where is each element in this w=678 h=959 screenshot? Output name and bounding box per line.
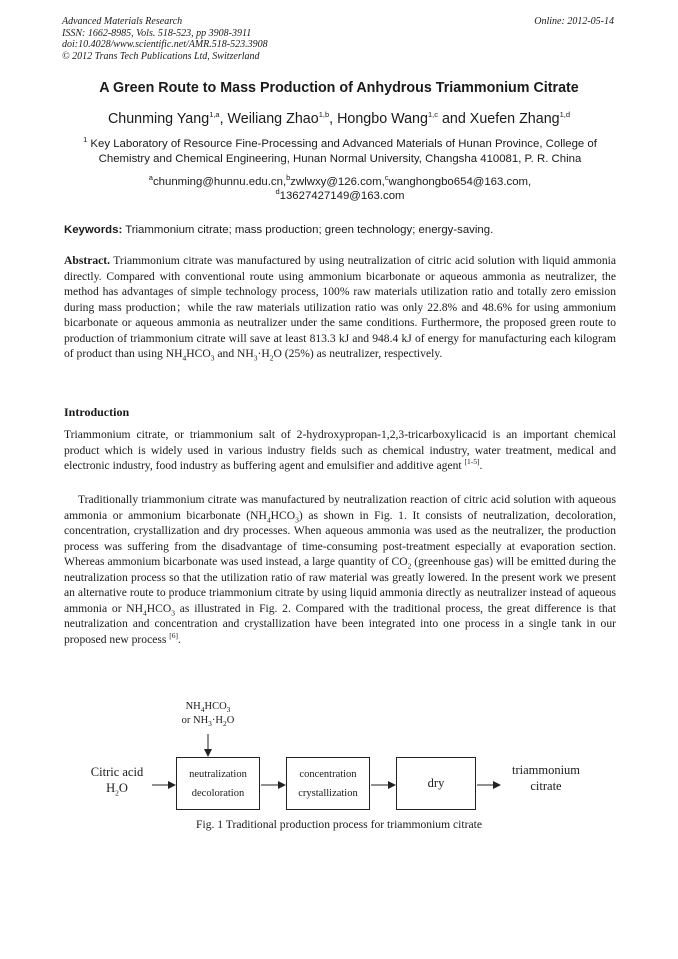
abstract-text: ·H [257,347,270,360]
subscript: 2 [407,561,412,571]
label-text: citrate [530,779,562,793]
paragraph-text: Triammonium citrate, or triammonium salt of 2-hydroxypropan-1,2,3-tricarboxylicacid is an important chemical product which is widely used in various industry fields such as chemical industry, water treatment, medical and electronic industry, food industry as buffering agent and emulsifier and additive agent [64,428,616,472]
label-text: HCO [204,701,227,712]
email-address[interactable]: wanghongbo654@163.com, [388,176,532,188]
author-separator: , [329,111,338,127]
author-affil-mark: 1,c [427,110,438,120]
box-label: neutralization [189,768,247,780]
paragraph-text: HCO [146,601,172,615]
email-mark: b [286,173,291,183]
subscript: 3 [210,353,215,363]
figure-caption: Fig. 1 Traditional production process for triammonium citrate [196,818,482,831]
subscript: 4 [266,514,271,524]
label-text: NH [185,701,201,712]
author-separator: , [219,111,228,127]
email-mark: c [384,173,389,183]
subscript: 3 [295,514,299,524]
abstract-text: and NH [214,347,254,360]
subscript: 3 [171,607,176,617]
running-header [62,16,268,62]
paragraph-text: Traditionally triammonium citrate was manufactured by neutralization reaction of citric acid solution with aqueous ammonia or ammonium bicarbonate (NH [64,493,616,522]
subscript: 2 [115,788,119,798]
email-address[interactable]: 13627427149@163.com [279,190,405,202]
label-text: H [106,781,116,795]
subscript: 2 [269,353,274,363]
box-label: dry [427,776,445,790]
abstract-text: Triammonium citrate was manufactured by using neutralization of citric acid solution with liquid ammonia directly. Compared with conventional route using ammonium bicarbonate or aqueous ammonia as neutralizer, the method has advantages of simple technology process, 100% raw materials utilization ratio and totally zero emission during mass production；while the raw materials utilization ratio was only 22.8% and 48.6% for using ammonium bicarbonate or aqueous ammonia as neutralizer under the same conditions. Furthermore, the proposed green route to production of triammonium citrate will save at least 813.3 kJ and 948.4 kJ of energy for manufacturing each kilogram of product than using NH [64,254,616,360]
subscript: 3 [253,353,258,363]
label-text: O [118,781,128,795]
affiliation-text: Key Laboratory of Resource Fine-Processing and Advanced Materials of Hunan Province, College of Chemistry and Chemical Engineering, Hunan Normal University, Changsha 410081, P. R. China [90,138,597,165]
subscript: 3 [208,719,212,729]
label-text: or NH [181,715,209,726]
copyright: © 2012 Trans Tech Publications Ltd, Switzerland [62,50,260,62]
journal-name: Advanced Materials Research [62,16,183,27]
paragraph-text: as illustrated in Fig. 2. Compared with the traditional process, the great difference is that neutralization and concentration and crystallization have been integrated into one process in a single tank in our proposed new process [64,601,616,646]
email-address[interactable]: zwlwxy@126.com, [290,176,385,188]
intro-paragraph-2 [64,492,616,647]
affiliation-mark: 1 [83,135,88,145]
abstract-text: HCO [186,347,211,360]
email-mark: a [148,173,153,183]
author-name: Weiliang Zhao [227,111,319,127]
email-address[interactable]: chunming@hunnu.edu.cn, [152,176,287,188]
author-separator: and [437,111,470,127]
affiliation [62,137,618,167]
paragraph-text: (greenhouse gas) will be emitted during the neutralization process so that the utilization ratio of raw material was greatly lowered. In the present work we present an alternative route to produce triammonium citrate by using liquid ammonia directly as neutralizer instead of aqueous ammonia or NH [64,555,616,615]
subscript: 4 [143,607,147,617]
box-label: decoloration [191,787,245,799]
paper-title: A Green Route to Mass Production of Anhydrous Triammonium Citrate [99,80,579,96]
email-mark: d [275,187,280,197]
keywords-label: Keywords: [64,224,123,236]
abstract-label: Abstract. [64,254,111,267]
keywords [64,224,616,236]
abstract-text: O (25%) as neutralizer, respectively. [273,347,443,360]
label-text: O [226,715,235,726]
section-heading: Introduction [64,405,130,419]
author-affil-mark: 1,a [209,110,220,120]
label-text: Citric acid [90,765,144,779]
author-name: Chunming Yang [107,111,210,127]
online-date: Online: 2012-05-14 [534,16,614,27]
label-text: ·H [211,715,224,726]
author-name: Hongbo Wang [337,111,428,127]
subscript: 4 [200,705,205,715]
box-label: concentration [299,768,357,780]
abstract [64,253,616,362]
keywords-text: Triammonium citrate; mass production; green technology; energy-saving. [122,224,494,236]
subscript: 4 [182,353,187,363]
paragraph-text: ) as shown in Fig. 1. It consists of neutralization, decoloration, concentration, crystallization and dry processes. When aqueous ammonia was used as the neutralizer, the production process was suffering from the disadvantage of time-consuming post-treatment especially at evaporation section. Whereas ammonium bicarbonate was used instead, a large quantity of CO [64,508,616,568]
citation-ref: [1-5] [464,457,480,467]
label-text: triammonium [511,763,581,777]
citation-ref: [6] [169,630,179,640]
figure-1 [0,690,678,815]
subscript: 2 [223,719,227,729]
paragraph-text: HCO [270,508,296,522]
author-affil-mark: 1,b [318,110,330,120]
paragraph-text: . [479,459,483,472]
doi: doi:10.4028/www.scientific.net/AMR.518-523.3908 [62,39,268,50]
flow-arrows [0,690,678,815]
author-affil-mark: 1,d [559,110,571,120]
box-label: crystallization [298,787,358,799]
paragraph-text: . [178,632,181,646]
issn: ISSN: 1662-8985, Vols. 518-523, pp 3908-3911 [62,27,252,39]
author-list [0,111,678,127]
subscript: 3 [226,705,231,715]
intro-paragraph-1 [64,427,616,474]
email-list [62,175,618,203]
author-name: Xuefen Zhang [469,111,560,127]
